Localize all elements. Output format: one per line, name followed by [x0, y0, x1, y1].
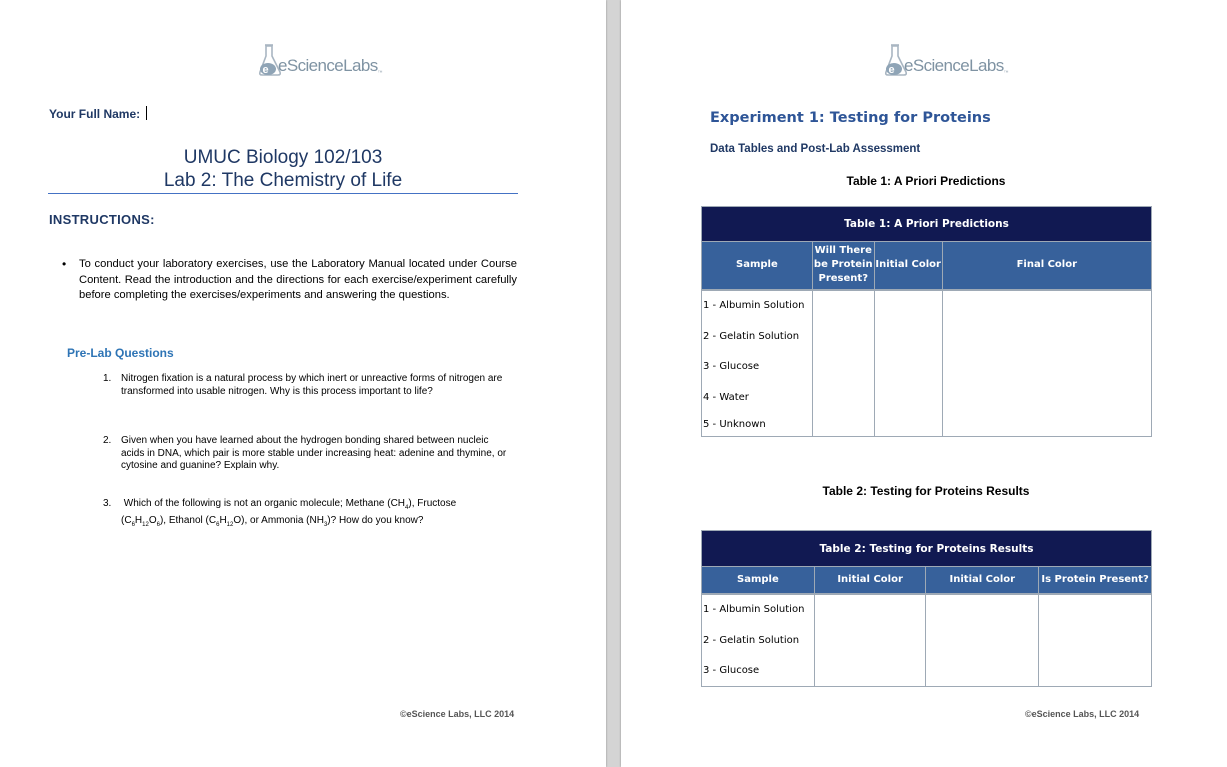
row-label: 3 - Glucose: [702, 352, 813, 382]
escience-labs-logo: [256, 42, 406, 78]
column-header: Final Color: [942, 242, 1151, 290]
text-cursor: [146, 106, 147, 120]
column-header: Initial Color: [926, 567, 1039, 594]
table-cell[interactable]: [1039, 656, 1152, 687]
table-1-caption: Table 1: A Priori Predictions: [846, 174, 1006, 188]
table-cell[interactable]: [926, 594, 1039, 625]
document-page-left: [0, 0, 606, 767]
table-cell[interactable]: [942, 382, 1151, 413]
logo-text: eScienceLabs™: [904, 56, 1009, 76]
table-cell[interactable]: [812, 413, 874, 437]
escience-labs-logo: [882, 42, 1032, 78]
column-header: Will There be Protein Present?: [812, 242, 874, 290]
table-cell[interactable]: [942, 290, 1151, 321]
row-label: 1 - Albumin Solution: [702, 290, 813, 321]
table-cell[interactable]: [814, 656, 926, 687]
row-label: 5 - Unknown: [702, 413, 813, 437]
table-1-a-priori-predictions: [701, 206, 1152, 437]
logo-text: eScienceLabs™: [278, 56, 383, 76]
section-subheading: Data Tables and Post-Lab Assessment: [710, 143, 921, 155]
table-cell[interactable]: [926, 656, 1039, 687]
page-footer: ©eScience Labs, LLC 2014: [400, 709, 515, 719]
question-1-text: Nitrogen fixation is a natural process by which inert or unreactive forms of nitrogen are transformed into usable nitrogen. Why is this process important to life?: [121, 373, 503, 397]
lab-title: Lab 2: The Chemistry of Life: [163, 170, 403, 191]
table-cell[interactable]: [874, 382, 942, 413]
instructions-text: To conduct your laboratory exercises, use the Laboratory Manual located under Course Content. Read the introduction and the directions for each exercise/experiment carefully before completing the exercises/experiments and answering the questions.: [79, 258, 517, 302]
svg-text:e: e: [262, 64, 269, 76]
document-title: [48, 146, 518, 192]
column-header: Sample: [702, 242, 813, 290]
table-cell[interactable]: [1039, 625, 1152, 656]
svg-text:e: e: [888, 64, 895, 76]
row-label: 2 - Gelatin Solution: [702, 625, 815, 656]
table-cell[interactable]: [874, 290, 942, 321]
table-title: Table 2: Testing for Proteins Results: [702, 531, 1152, 567]
experiment-title: Experiment 1: Testing for Proteins: [710, 110, 991, 126]
table-cell[interactable]: [942, 413, 1151, 437]
question-number: 3.: [103, 498, 112, 509]
full-name-field[interactable]: [49, 106, 147, 121]
table-cell[interactable]: [812, 352, 874, 382]
table-title: Table 1: A Priori Predictions: [702, 207, 1152, 242]
table-cell[interactable]: [812, 382, 874, 413]
table-cell[interactable]: [1039, 594, 1152, 625]
table-cell[interactable]: [926, 625, 1039, 656]
table-cell[interactable]: [814, 625, 926, 656]
course-title: UMUC Biology 102/103: [183, 147, 383, 168]
table-2-testing-for-proteins-results: [701, 530, 1152, 687]
table-cell[interactable]: [874, 352, 942, 382]
question-number: 2.: [103, 435, 112, 446]
page-footer: ©eScience Labs, LLC 2014: [1025, 709, 1140, 719]
row-label: 1 - Albumin Solution: [702, 594, 815, 625]
bullet-icon: •: [62, 257, 67, 271]
table-cell[interactable]: [942, 321, 1151, 352]
question-number: 1.: [103, 373, 112, 384]
row-label: 3 - Glucose: [702, 656, 815, 687]
row-label: 2 - Gelatin Solution: [702, 321, 813, 352]
full-name-label: Your Full Name:: [49, 107, 141, 121]
column-header: Initial Color: [874, 242, 942, 290]
column-header: Sample: [702, 567, 815, 594]
row-label: 4 - Water: [702, 382, 813, 413]
question-2-text: Given when you have learned about the hydrogen bonding shared between nucleic acids in DNA, which pair is more stable under increasing heat: adenine and thymine, or cytosine and guanine? Explain why.: [121, 435, 507, 471]
table-2-caption: Table 2: Testing for Proteins Results: [822, 484, 1030, 498]
table-cell[interactable]: [812, 321, 874, 352]
table-cell[interactable]: [812, 290, 874, 321]
table-cell[interactable]: [874, 413, 942, 437]
column-header: Is Protein Present?: [1039, 567, 1152, 594]
instructions-heading: INSTRUCTIONS:: [49, 212, 155, 227]
title-divider: [48, 193, 518, 194]
prelab-heading: Pre-Lab Questions: [67, 346, 174, 360]
document-page-right: [621, 0, 1227, 767]
table-cell[interactable]: [814, 594, 926, 625]
table-cell[interactable]: [874, 321, 942, 352]
table-cell[interactable]: [942, 352, 1151, 382]
column-header: Initial Color: [814, 567, 926, 594]
question-3-text: Which of the following is not an organic molecule; Methane $(CH_4)$, Fructose $(C_6H_{12}O_6)$, Ethanol $(C_6H_{12}O)$, or Ammonia $(NH_3)$? How do you know?: [121, 498, 457, 528]
